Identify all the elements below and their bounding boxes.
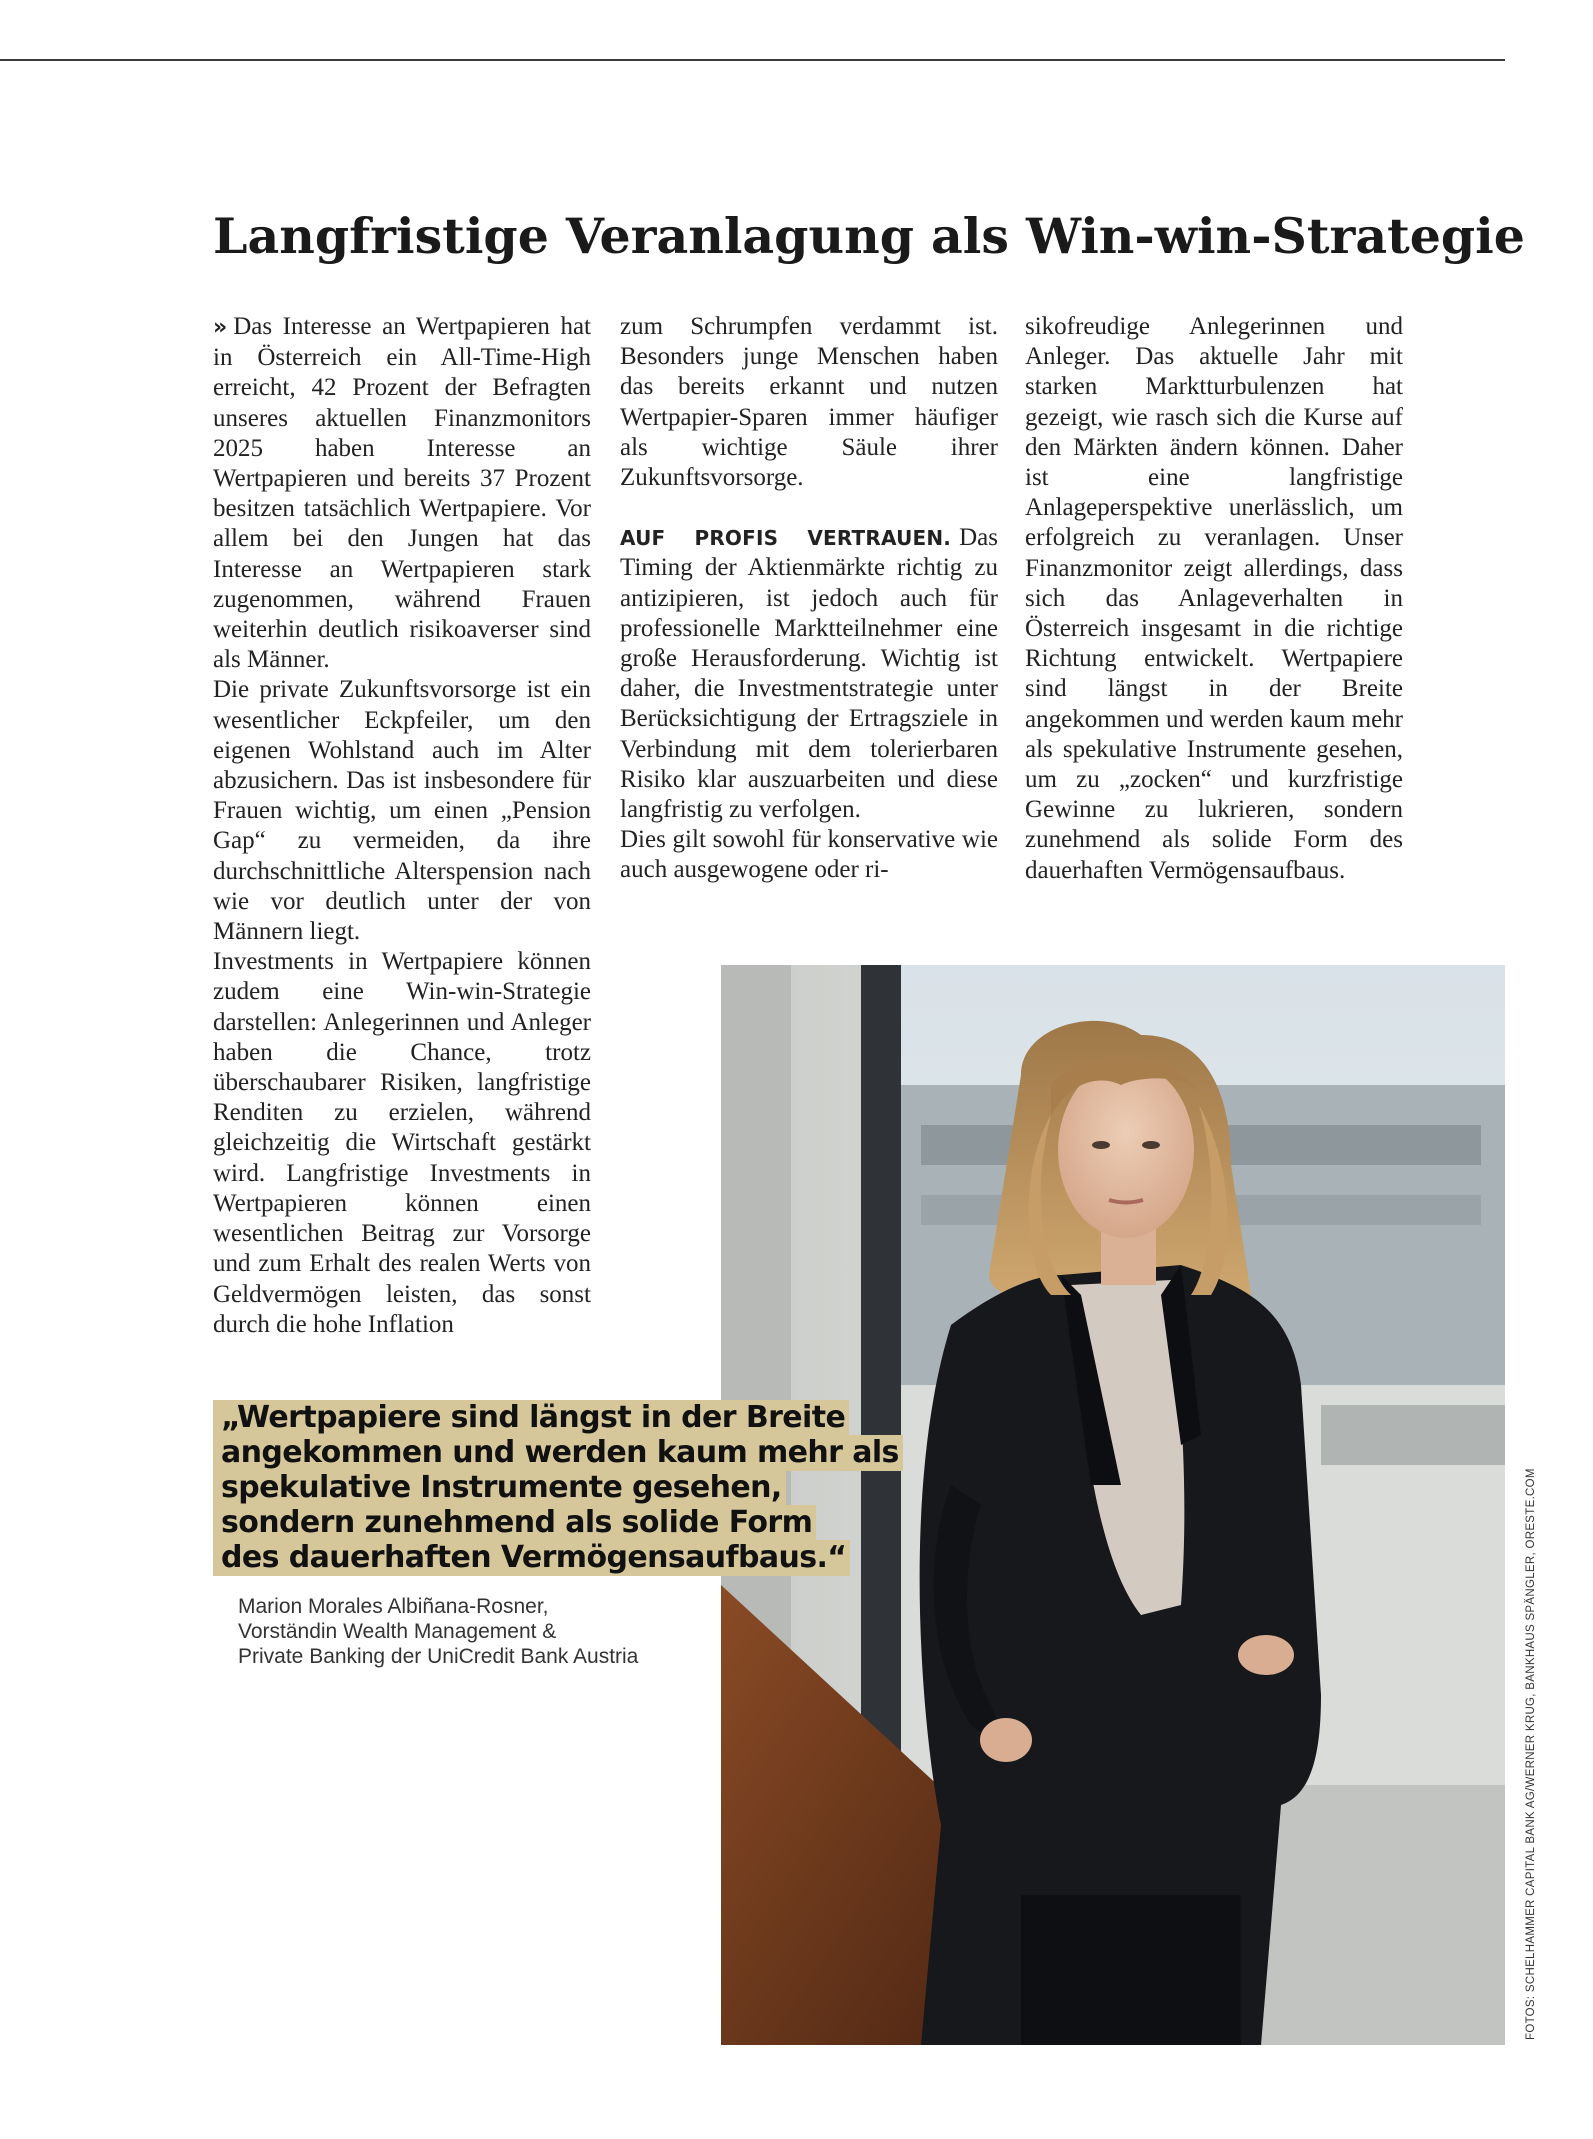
lead-marker-icon: »: [213, 315, 228, 340]
photo-credit: FOTOS: SCHELHAMMER CAPITAL BANK AG/WERNER KRUG, BANKHAUS SPÄNGLER, ORESTE.COM: [1525, 1468, 1537, 2040]
paragraph: Die private Zukunftsvorsorge ist ein wesentlicher Eckpfeiler, um den eigenen Wohlstand auch im Alter abzusichern. Das ist insbesondere für Frauen wichtig, um einen „Pension Gap“ zu vermeiden, da ihre durchschnittliche Alterspension nach wie vor deutlich unter der von Männern liegt.: [213, 676, 591, 946]
section-subhead: AUF PROFIS VERTRAUEN.: [620, 526, 952, 551]
paragraph: zum Schrumpfen verdammt ist. Besonders junge Menschen haben das bereits erkannt und nutzen Wertpapier-Sparen immer häufiger als wichtige Säule ihrer Zukunftsvorsorge.: [620, 313, 998, 492]
pull-quote-line: sondern zunehmend als solide Form: [213, 1505, 913, 1540]
paragraph: sikofreudige Anlegerinnen und Anleger. Das aktuelle Jahr mit starken Marktturbulenzen hat gezeigt, wie rasch sich die Kurse auf den Märkten ändern können. Daher ist eine langfristige Anlageperspektive unerlässlich, um erfolgreich zu veranlagen. Unser Finanzmonitor zeigt allerdings, dass sich das Anlageverhalten in Österreich insgesamt in die richtige Richtung entwickelt. Wertpapiere sind längst in der Breite angekommen und werden kaum mehr als spekulative Instrumente gesehen, um zu „zocken“ und kurzfristige Gewinne zu lukrieren, sondern zunehmend als solide Form des dauerhaften Vermögensaufbaus.: [1025, 313, 1403, 884]
pull-quote-line: „Wertpapiere sind längst in der Breite: [213, 1400, 913, 1435]
pull-quote-line: des dauerhaften Vermögensaufbaus.“: [213, 1540, 913, 1575]
attribution-role: Vorständin Wealth Management &: [238, 1620, 557, 1643]
paragraph: AUF PROFIS VERTRAUEN. Das Timing der Aktienmärkte richtig zu antizipieren, ist jedoch auch für professionelle Marktteilnehmer eine große Herausforderung. Wichtig ist daher, die Investmentstrategie unter Berücksichtigung der Ertragsziele in Verbindung mit dem tolerierbaren Risiko klar auszuarbeiten und diese langfristig zu verfolgen.: [620, 524, 998, 824]
pull-quote-line: spekulative Instrumente gesehen,: [213, 1470, 913, 1505]
article-column-2: [620, 312, 998, 886]
paragraph: Investments in Wertpapiere können zudem eine Win-win-Strategie darstellen: Anlegerinnen und Anleger haben die Chance, trotz überschaubarer Risiken, langfristige Renditen zu erzielen, während gleichzeitig die Wirtschaft gestärkt wird. Langfristige Investments in Wertpapieren können einen wesentlichen Beitrag zur Vorsorge und zum Erhalt des realen Werts von Geldvermögen leisten, das sonst durch die hohe Inflation: [213, 948, 591, 1338]
quote-attribution: [238, 1594, 758, 1669]
pull-quote-line: angekommen und werden kaum mehr als: [213, 1435, 913, 1470]
article-column-3: [1025, 312, 1403, 886]
article-headline: Langfristige Veranlagung als Win-win-Strategie: [213, 207, 1525, 265]
paragraph: » Das Interesse an Wertpapieren hat in Österreich ein All-Time-High erreicht, 42 Prozent der Befragten unseres aktuellen Finanzmonitors 2025 haben Interesse an Wertpapieren und bereits 37 Prozent besitzen tatsächlich Wertpapiere. Vor allem bei den Jungen hat das Interesse an Wertpapieren stark zugenommen, während Frauen weiterhin deutlich risikoaverser sind als Männer.: [213, 313, 591, 674]
paragraph: Dies gilt sowohl für konservative wie auch ausgewogene oder ri-: [620, 826, 998, 884]
attribution-role: Private Banking der UniCredit Bank Austria: [238, 1645, 639, 1668]
article-column-1: [213, 312, 591, 1340]
attribution-name: Marion Morales Albiñana-Rosner,: [238, 1595, 549, 1618]
pull-quote: [213, 1400, 913, 1575]
top-rule: [0, 59, 1505, 61]
